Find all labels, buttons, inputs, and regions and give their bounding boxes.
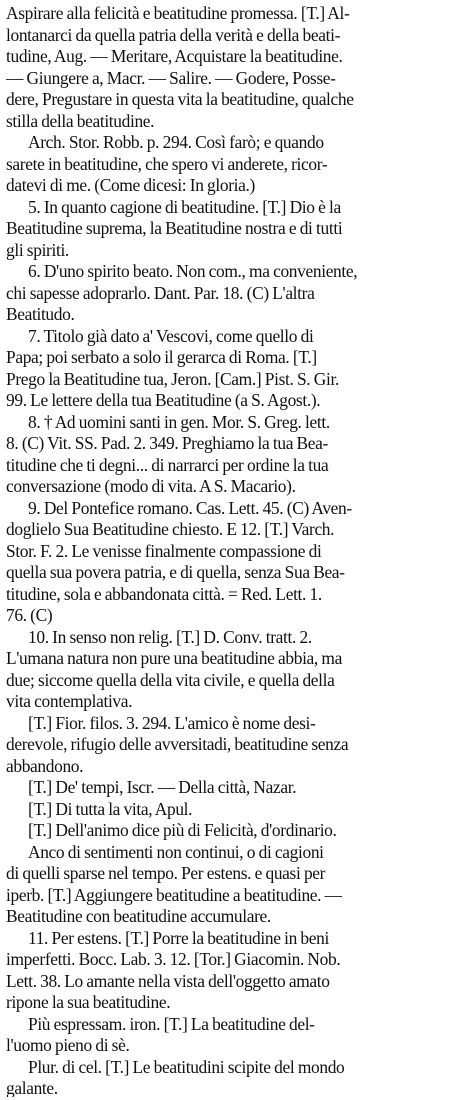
text-line: Beatitudo. — [6, 304, 75, 324]
text-line: [T.] De' tempi, Iscr. — Della città, Nazar. — [28, 777, 297, 797]
text-line: doglielo Sua Beatitudine chiesto. E 12. [T.] Varch. — [6, 519, 335, 539]
text-line: quella sua povera patria, e di quella, senza Sua Bea- — [6, 562, 345, 582]
text-line: 8. (C) Vit. SS. Pad. 2. 349. Preghiamo la tua Bea- — [6, 433, 328, 453]
text-line: titudine che ti degni... di narrarci per ordine la tua — [6, 454, 329, 475]
text-line: gli spiriti. — [6, 239, 69, 260]
text-line: stilla della beatitudine. — [6, 110, 155, 131]
text-line: 76. (C) — [6, 605, 53, 625]
text-line: vita contemplativa. — [6, 691, 133, 711]
text-line: [T.] Di tutta la vita, Apul. — [28, 798, 193, 819]
text-line: imperfetti. Bocc. Lab. 3. 12. [Tor.] Giacomin. Nob. — [6, 949, 341, 969]
text-line: 11. Per estens. [T.] Porre la beatitudine in beni — [28, 927, 329, 948]
text-line: Anco di sentimenti non continui, o di cagioni — [28, 841, 324, 862]
text-line: 9. Del Pontefice romano. Cas. Lett. 45. (C) Aven- — [28, 497, 352, 518]
text-line: Lett. 38. Lo amante nella vista dell'oggetto amato — [6, 970, 330, 991]
text-line: di quelli sparse nel tempo. Per estens. e quasi per — [6, 863, 326, 883]
text-line: abbandono. — [6, 755, 84, 776]
text-line: dere, Pregustare in questa vita la beatitudine, qualche — [6, 89, 354, 109]
text-line: lontanarci da quella patria della verità e della beati- — [6, 24, 341, 45]
text-line: 6. D'uno spirito beato. Non com., ma conveniente, — [28, 261, 358, 281]
text-line: [T.] Dell'animo dice più di Felicità, d'ordinario. — [28, 820, 337, 840]
text-line: [T.] Fior. filos. 3. 294. L'amico è nome desi- — [28, 712, 316, 733]
text-line: galante. — [6, 1078, 58, 1097]
text-line: 5. In quanto cagione di beatitudine. [T.] Dio è la — [28, 196, 341, 217]
text-line: Stor. F. 2. Le venisse finalmente compassione di — [6, 540, 322, 561]
text-line: L'umana natura non pure una beatitudine abbia, ma — [6, 648, 342, 668]
dictionary-page — [6, 3, 464, 1097]
text-line: 8. † Ad uomini santi in gen. Mor. S. Greg. lett. — [28, 411, 330, 432]
text-line: chi sapesse adoprarlo. Dant. Par. 18. (C) L'altra — [6, 282, 315, 303]
text-line: due; siccome quella della vita civile, e quella della — [6, 669, 335, 690]
text-line: 99. Le lettere della tua Beatitudine (a S. Agost.). — [6, 390, 321, 410]
text-line: 10. In senso non relig. [T.] D. Conv. tratt. 2. — [28, 626, 312, 647]
text-line: Plur. di cel. [T.] Le beatitudini scipite del mondo — [28, 1056, 345, 1077]
text-line: Papa; poi serbato a solo il gerarca di Roma. [T.] — [6, 347, 317, 367]
text-line: Prego la Beatitudine tua, Jeron. [Cam.] Pist. S. Gir. — [6, 368, 339, 389]
text-line: Più espressam. iron. [T.] La beatitudine del- — [28, 1013, 315, 1034]
text-line: Beatitudine con beatitudine accumulare. — [6, 906, 271, 926]
text-line: conversazione (modo di vita. A S. Macario). — [6, 476, 296, 496]
text-line: — Giungere a, Macr. — Salire. — Godere, Posse- — [6, 67, 336, 88]
text-line: ripone la sua beatitudine. — [6, 992, 171, 1012]
text-line: Arch. Stor. Robb. p. 294. Così farò; e quando — [28, 132, 324, 152]
text-line: iperb. [T.] Aggiungere beatitudine a beatitudine. — — [6, 884, 342, 905]
text-line: derevole, rifugio delle avversitadi, beatitudine senza — [6, 734, 349, 754]
text-line: titudine, sola e abbandonata città. = Red. Lett. 1. — [6, 583, 322, 604]
text-line: 7. Titolo già dato a' Vescovi, come quello di — [28, 325, 314, 346]
text-line: datevi di me. (Come dicesi: In gloria.) — [6, 175, 255, 195]
text-line: sarete in beatitudine, che spero vi anderete, ricor- — [6, 153, 328, 174]
text-line: Beatitudine suprema, la Beatitudine nostra e di tutti — [6, 218, 343, 238]
text-line: l'uomo pieno di sè. — [6, 1035, 130, 1055]
text-line: Aspirare alla felicità e beatitudine promessa. [T.] Al- — [6, 3, 350, 23]
text-line: tudine, Aug. — Meritare, Acquistare la beatitudine. — [6, 46, 343, 66]
